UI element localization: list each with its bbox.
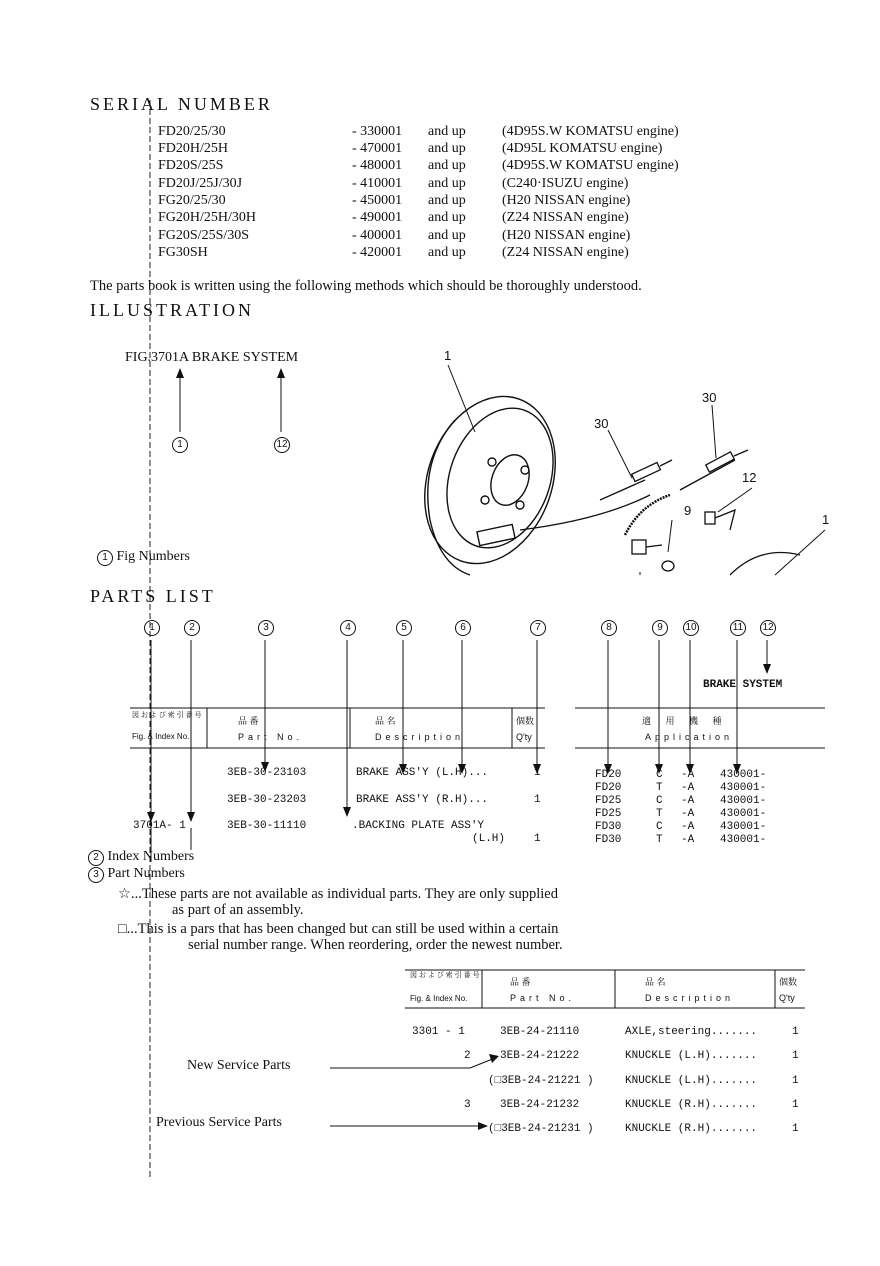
serial-engine: (4D95S.W KOMATSU engine)	[502, 158, 679, 173]
ex-qty: 1	[792, 1050, 799, 1062]
serial-engine: (4D95S.W KOMATSU engine)	[502, 124, 679, 139]
ex-fig: 3301 - 1	[412, 1026, 465, 1038]
ex-part: 3EB-24-21232	[500, 1099, 580, 1111]
app-serial: 430001-	[720, 769, 767, 781]
app-serial: 430001-	[720, 834, 767, 846]
app-c: C	[656, 769, 663, 781]
app-model: FD25	[595, 808, 622, 820]
marker-system-name: 12	[274, 437, 290, 453]
marker-7: 7	[530, 620, 546, 636]
ex-header-qty-jp: 個数	[779, 977, 798, 987]
ex-desc: KNUCKLE (L.H).......	[625, 1050, 758, 1062]
app-model: FD20	[595, 769, 622, 781]
serial-engine: (Z24 NISSAN engine)	[502, 245, 629, 260]
serial-engine: (C240·ISUZU engine)	[502, 176, 629, 191]
ex-part: (□3EB-24-21231 )	[488, 1123, 594, 1135]
serial-engine: (4D95L KOMATSU engine)	[502, 141, 663, 156]
serial-andup: and up	[428, 228, 466, 243]
app-s: -A	[681, 782, 695, 794]
app-c: T	[656, 782, 663, 794]
previous-service-parts-label: Previous Service Parts	[156, 1115, 282, 1130]
serial-number: - 330001	[352, 124, 403, 139]
ex-qty: 1	[792, 1099, 799, 1111]
app-c: T	[656, 834, 663, 846]
header-fig-jp: 図 お よ び 索 引 番 号	[132, 712, 202, 719]
serial-model: FG30SH	[158, 245, 208, 260]
app-s: -A	[681, 795, 695, 807]
fig-numbers-text: Fig Numbers	[116, 549, 190, 564]
header-qty-en: Q'ty	[516, 732, 532, 742]
serial-number: - 480001	[352, 158, 403, 173]
fig-label: FIG.3701A BRAKE SYSTEM	[125, 350, 299, 365]
marker-10: 10	[683, 620, 699, 636]
marker-3: 3	[258, 620, 274, 636]
ex-desc: KNUCKLE (L.H).......	[625, 1075, 758, 1087]
app-model: FD25	[595, 795, 622, 807]
note-text: Index Numbers	[107, 849, 195, 864]
part-qty: 1	[534, 767, 541, 779]
app-serial: 430001-	[720, 782, 767, 794]
serial-engine: (H20 NISSAN engine)	[502, 193, 631, 208]
serial-model: FD20/25/30	[158, 124, 226, 139]
app-s: -A	[681, 821, 695, 833]
callout-30: 30	[594, 416, 609, 431]
marker-12: 12	[760, 620, 776, 636]
ex-desc: KNUCKLE (R.H).......	[625, 1099, 758, 1111]
serial-andup: and up	[428, 245, 466, 260]
serial-model: FG20H/25H/30H	[158, 210, 257, 225]
serial-model: FD20S/25S	[158, 158, 224, 173]
app-serial: 430001-	[720, 808, 767, 820]
app-serial: 430001-	[720, 821, 767, 833]
serial-andup: and up	[428, 210, 466, 225]
parts-list-heading: PARTS LIST	[90, 586, 216, 606]
ex-qty: 1	[792, 1075, 799, 1087]
callout-1: 1	[444, 348, 452, 363]
ex-fig: 3	[464, 1099, 471, 1111]
marker-icon: 2	[88, 850, 104, 866]
serial-andup: and up	[428, 158, 466, 173]
new-service-parts-label: New Service Parts	[187, 1058, 291, 1073]
intro-text: The parts book is written using the following methods which should be thoroughly understood.	[90, 278, 642, 294]
marker-5: 5	[396, 620, 412, 636]
serial-number: - 400001	[352, 228, 403, 243]
app-s: -A	[681, 808, 695, 820]
ex-part: (□3EB-24-21221 )	[488, 1075, 594, 1087]
serial-andup: and up	[428, 124, 466, 139]
part-qty: 1	[534, 794, 541, 806]
marker-4: 4	[340, 620, 356, 636]
callout-30: 30	[702, 390, 717, 405]
app-s: -A	[681, 769, 695, 781]
part-number: 3EB-30-23203	[227, 794, 307, 806]
system-label: BRAKE SYSTEM	[703, 679, 783, 691]
serial-model: FG20S/25S/30S	[158, 228, 250, 243]
serial-model: FD20J/25J/30J	[158, 176, 243, 191]
part-description: .BACKING PLATE ASS'Y	[352, 820, 485, 832]
header-app-jp: 適 用 機 種	[642, 716, 728, 726]
header-app-en: Application	[645, 732, 734, 742]
app-model: FD30	[595, 821, 622, 833]
serial-andup: and up	[428, 141, 466, 156]
serial-number: - 470001	[352, 141, 403, 156]
ex-header-part-en: Part No.	[510, 993, 576, 1003]
callout-1: 1	[822, 512, 830, 527]
app-model: FD20	[595, 782, 622, 794]
serial-model: FG20/25/30	[158, 193, 226, 208]
part-qty: 1	[534, 833, 541, 845]
ex-header-fig-jp: 図 お よ び 索 引 番 号	[410, 972, 480, 979]
marker-1: 1	[144, 620, 160, 636]
marker-8: 8	[601, 620, 617, 636]
part-description-2: (L.H)	[472, 833, 506, 845]
note-box-1: □...This is a pars that has been changed but can still be used within a certain	[118, 921, 559, 937]
serial-number: - 410001	[352, 176, 403, 191]
ex-qty: 1	[792, 1026, 799, 1038]
serial-number-heading: SERIAL NUMBER	[90, 94, 273, 114]
marker-icon: 3	[88, 867, 104, 883]
app-c: T	[656, 808, 663, 820]
header-part-jp: 品 番	[238, 716, 259, 726]
note-star-1: ☆...These parts are not available as individual parts. They are only supplied	[118, 886, 558, 902]
header-fig-en: Fig. & Index No.	[132, 732, 190, 741]
marker-icon: 1	[97, 550, 113, 566]
serial-andup: and up	[428, 193, 466, 208]
ex-header-desc-jp: 品 名	[645, 977, 666, 987]
marker-6: 6	[455, 620, 471, 636]
part-description: BRAKE ASS'Y (L.H)...	[356, 767, 489, 779]
ex-part: 3EB-24-21110	[500, 1026, 580, 1038]
ex-desc: AXLE,steering.......	[625, 1026, 758, 1038]
note-box-2: serial number range. When reordering, order the newest number.	[188, 937, 563, 953]
ex-qty: 1	[792, 1123, 799, 1135]
ex-header-part-jp: 品 番	[510, 977, 531, 987]
header-desc-jp: 品 名	[375, 716, 396, 726]
part-fig: 3701A- 1	[133, 820, 186, 832]
header-qty-jp: 個数	[516, 716, 535, 726]
part-number: 3EB-30-23103	[227, 767, 307, 779]
note-text: Part Numbers	[107, 866, 185, 881]
ex-fig: 2	[464, 1050, 471, 1062]
marker-11: 11	[730, 620, 746, 636]
marker-2: 2	[184, 620, 200, 636]
ex-header-qty-en: Q'ty	[779, 993, 795, 1003]
callout-12: 12	[742, 470, 757, 485]
serial-number: - 420001	[352, 245, 403, 260]
serial-number: - 490001	[352, 210, 403, 225]
illustration-heading: ILLUSTRATION	[90, 300, 254, 320]
serial-number: - 450001	[352, 193, 403, 208]
part-description: BRAKE ASS'Y (R.H)...	[356, 794, 489, 806]
ex-desc: KNUCKLE (R.H).......	[625, 1123, 758, 1135]
app-serial: 430001-	[720, 795, 767, 807]
app-model: FD30	[595, 834, 622, 846]
marker-9: 9	[652, 620, 668, 636]
note-star-2: as part of an assembly.	[172, 902, 304, 918]
header-desc-en: Description	[375, 732, 465, 742]
app-s: -A	[681, 834, 695, 846]
header-part-en: Part No.	[238, 732, 304, 742]
serial-engine: (H20 NISSAN engine)	[502, 228, 631, 243]
serial-engine: (Z24 NISSAN engine)	[502, 210, 629, 225]
part-number: 3EB-30-11110	[227, 820, 307, 832]
ex-part: 3EB-24-21222	[500, 1050, 580, 1062]
marker-fig-number: 1	[172, 437, 188, 453]
ex-header-fig-en: Fig. & Index No.	[410, 994, 468, 1003]
serial-model: FD20H/25H	[158, 141, 229, 156]
callout-9: 9	[684, 503, 692, 518]
app-c: C	[656, 795, 663, 807]
app-c: C	[656, 821, 663, 833]
ex-header-desc-en: Description	[645, 993, 735, 1003]
serial-andup: and up	[428, 176, 466, 191]
